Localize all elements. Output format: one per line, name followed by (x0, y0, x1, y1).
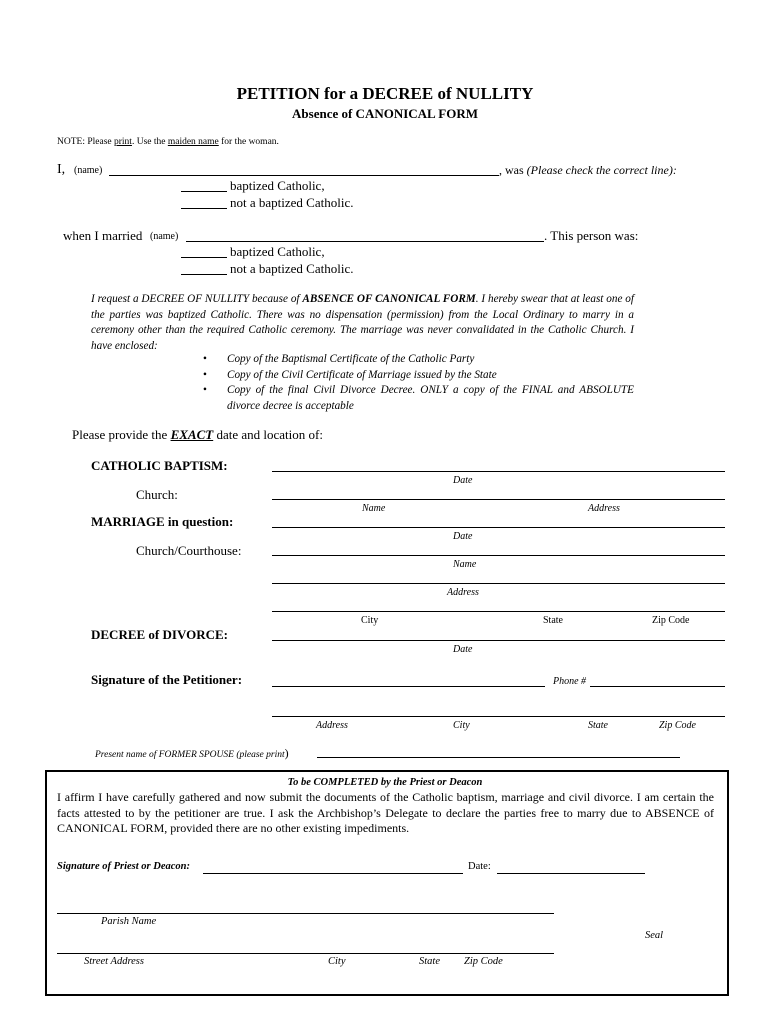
courthouse-city-label: City (361, 615, 379, 626)
priest-affirmation: I affirm I have carefully gathered and now submit the documents of the Catholic baptism, marriage and civil divorce. I am certain the facts attested to by the petitioner are true. I ask the Archbishop’s Delegate to declare the parties free to marry due to ABSENCE of CANONICAL FORM, provided there are no other existing impediments. (57, 790, 714, 835)
form-title: PETITION for a DECREE of NULLITY (236, 84, 534, 103)
baptism-church-name-label: Name (362, 503, 386, 514)
courthouse-label: Church/Courthouse: (136, 543, 242, 558)
enclosed-item: • Copy of the Civil Certificate of Marriage issued by the State (203, 368, 634, 384)
courthouse-name-label: Name (453, 559, 477, 570)
phone-line[interactable] (590, 686, 725, 687)
baptism-church-address-label: Address (588, 503, 620, 514)
courthouse-city-line[interactable] (272, 611, 725, 612)
spouse-name-input[interactable] (187, 226, 543, 241)
petitioner-address-label: Address (316, 720, 348, 731)
spouse-name-small-label: (name) (150, 231, 179, 242)
petitioner-baptized-check-line[interactable] (181, 191, 227, 192)
spouse-baptized-check-line[interactable] (181, 257, 227, 258)
priest-zip-label: Zip Code (464, 956, 503, 967)
enclosed-item: • Copy of the final Civil Divorce Decree. ONLY a copy of the FINAL and ABSOLUTE divorce decree is acceptable (203, 383, 634, 414)
priest-date-line[interactable] (497, 873, 645, 874)
marriage-date-label: Date (453, 531, 473, 542)
priest-signature-line[interactable] (203, 873, 463, 874)
spouse-not-baptized-option: not a baptized Catholic. (230, 261, 354, 276)
petitioner-state-label: State (588, 720, 608, 731)
person-was-label: . This person was: (544, 228, 639, 243)
baptism-date-label: Date (453, 475, 473, 486)
courthouse-address-line[interactable] (272, 583, 725, 584)
phone-label: Phone # (553, 676, 587, 687)
divorce-date-label: Date (453, 644, 473, 655)
enclosed-list (203, 352, 634, 414)
former-spouse-line[interactable] (317, 757, 680, 758)
spouse-baptized-option: baptized Catholic, (230, 244, 325, 259)
parish-name-label: Parish Name (101, 916, 157, 927)
baptism-church-label: Church: (136, 487, 178, 502)
priest-state-label: State (419, 956, 440, 967)
petitioner-not-baptized-option: not a baptized Catholic. (230, 195, 354, 210)
priest-signature-label: Signature of Priest or Deacon: (57, 861, 191, 872)
priest-date-label: Date: (468, 861, 491, 872)
petitioner-baptized-option: baptized Catholic, (230, 178, 325, 193)
baptism-church-line[interactable] (272, 499, 725, 500)
petitioner-address-line[interactable] (272, 716, 725, 717)
petitioner-not-baptized-check-line[interactable] (181, 208, 227, 209)
enclosed-item: • Copy of the Baptismal Certificate of the Catholic Party (203, 352, 634, 368)
priest-box-header: To be COMPLETED by the Priest or Deacon (287, 777, 483, 788)
street-address-line[interactable] (57, 953, 554, 954)
request-paragraph: I request a DECREE OF NULLITY because of ABSENCE OF CANONICAL FORM. I hereby swear that at least one of the parties was baptized Catholic. There was no dispensation (permission) from the Local Ordinary to marry in a ceremony other than the required Catholic ceremony. The marriage was never convalidated in the Catholic Church. I have enclosed: (91, 293, 634, 352)
courthouse-zip-label: Zip Code (652, 615, 690, 626)
divorce-date-line[interactable] (272, 640, 725, 641)
courthouse-address-label: Address (447, 587, 479, 598)
spouse-not-baptized-check-line[interactable] (181, 274, 227, 275)
spouse-name-line (186, 241, 544, 242)
marriage-heading: MARRIAGE in question: (91, 514, 234, 529)
petitioner-zip-label: Zip Code (659, 720, 696, 731)
petitioner-city-label: City (453, 720, 470, 731)
petitioner-was-label: , was (Please check the correct line): (499, 163, 677, 177)
former-spouse-label: Present name of FORMER SPOUSE (please print) (95, 746, 289, 760)
petitioner-name-line (109, 175, 499, 176)
baptism-date-line[interactable] (272, 471, 725, 472)
marriage-date-line[interactable] (272, 527, 725, 528)
priest-street-label: Street Address (84, 956, 144, 967)
courthouse-state-label: State (543, 615, 563, 626)
seal-label: Seal (645, 930, 664, 941)
form-subtitle: Absence of CANONICAL FORM (292, 106, 478, 121)
priest-city-label: City (328, 956, 346, 967)
provide-instruction: Please provide the EXACT date and location of: (72, 427, 323, 442)
divorce-heading: DECREE of DIVORCE: (91, 627, 228, 642)
when-married-label: when I married (63, 228, 143, 243)
courthouse-name-line[interactable] (272, 555, 725, 556)
parish-name-line[interactable] (57, 913, 554, 914)
petitioner-name-input[interactable] (110, 160, 498, 175)
print-note: NOTE: Please print. Use the maiden name for the woman. (57, 137, 279, 147)
catholic-baptism-heading: CATHOLIC BAPTISM: (91, 458, 228, 473)
petitioner-i-label: I, (57, 162, 66, 177)
petitioner-signature-label: Signature of the Petitioner: (91, 672, 243, 687)
petitioner-name-small-label: (name) (74, 165, 103, 176)
petitioner-signature-line[interactable] (272, 686, 545, 687)
